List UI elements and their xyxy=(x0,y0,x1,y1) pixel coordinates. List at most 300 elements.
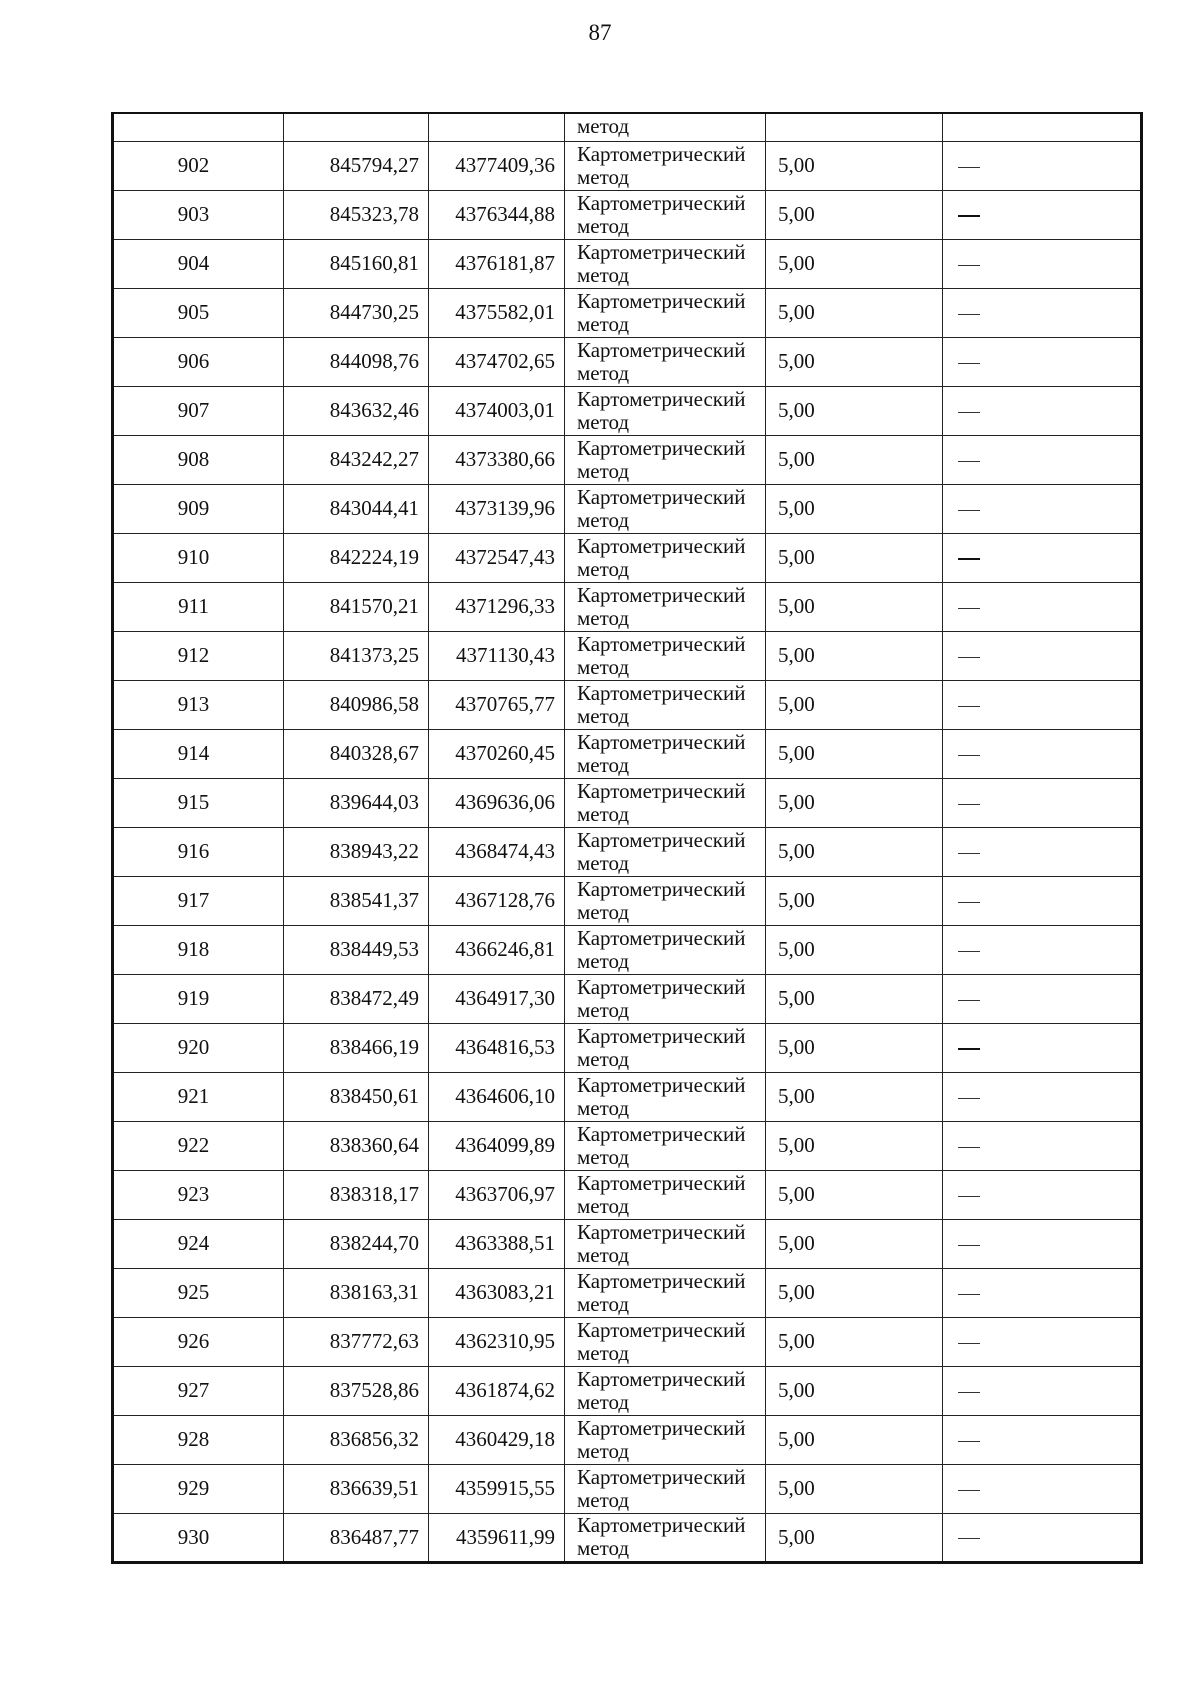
dash-mark xyxy=(958,1098,980,1099)
method-cell xyxy=(565,1513,766,1562)
description-cell xyxy=(943,337,1142,386)
method-line-1: Картометрический xyxy=(577,827,746,852)
coordinate-y: 4364606,10 xyxy=(429,1072,565,1121)
table-row xyxy=(113,1023,1142,1072)
method-line-1: Картометрический xyxy=(577,1072,746,1097)
accuracy: 5,00 xyxy=(766,1268,943,1317)
coordinate-x: 845160,81 xyxy=(284,239,429,288)
coordinate-y: 4361874,62 xyxy=(429,1366,565,1415)
dash-mark xyxy=(958,461,980,462)
table-row xyxy=(113,1170,1142,1219)
dash-mark xyxy=(958,1343,980,1344)
accuracy: 5,00 xyxy=(766,1366,943,1415)
table-row xyxy=(113,1268,1142,1317)
method-line-2: метод xyxy=(577,458,630,483)
method-line-2: метод xyxy=(577,164,630,189)
coordinate-y: 4368474,43 xyxy=(429,827,565,876)
table-row xyxy=(113,1121,1142,1170)
description-cell xyxy=(943,435,1142,484)
table-row xyxy=(113,631,1142,680)
coordinate-y: 4364917,30 xyxy=(429,974,565,1023)
accuracy: 5,00 xyxy=(766,925,943,974)
method-line-1: Картометрический xyxy=(577,1366,746,1391)
method-line-2: метод xyxy=(577,997,630,1022)
coordinate-y: 4373139,96 xyxy=(429,484,565,533)
page-number: 87 xyxy=(588,20,612,45)
method-line-2: метод xyxy=(577,654,630,679)
method-cell xyxy=(565,729,766,778)
method-line-1: Картометрический xyxy=(577,974,746,999)
method-line-1: Картометрический xyxy=(577,484,746,509)
method-line-2: метод xyxy=(577,262,630,287)
accuracy: 5,00 xyxy=(766,680,943,729)
coordinate-y: 4371296,33 xyxy=(429,582,565,631)
coordinate-y: 4363706,97 xyxy=(429,1170,565,1219)
method-cell xyxy=(565,1219,766,1268)
point-number: 919 xyxy=(113,974,284,1023)
accuracy: 5,00 xyxy=(766,1513,943,1562)
accuracy: 5,00 xyxy=(766,1023,943,1072)
accuracy: 5,00 xyxy=(766,239,943,288)
accuracy: 5,00 xyxy=(766,1317,943,1366)
method-line-2: метод xyxy=(577,213,630,238)
table-row xyxy=(113,729,1142,778)
coordinate-x: 840986,58 xyxy=(284,680,429,729)
method-line-1: Картометрический xyxy=(577,1121,746,1146)
method-line-1: Картометрический xyxy=(577,680,746,705)
coordinate-x: 838163,31 xyxy=(284,1268,429,1317)
method-line-1: Картометрический xyxy=(577,631,746,656)
dash-mark xyxy=(958,1048,980,1050)
method-line-1: Картометрический xyxy=(577,1268,746,1293)
dash-mark xyxy=(958,363,980,364)
method-cell xyxy=(565,827,766,876)
description-cell xyxy=(943,1023,1142,1072)
coordinate-x: 844730,25 xyxy=(284,288,429,337)
table-row xyxy=(113,1464,1142,1513)
table-row xyxy=(113,582,1142,631)
dash-mark xyxy=(958,902,980,903)
table-row xyxy=(113,435,1142,484)
method-line-1: Картометрический xyxy=(577,288,746,313)
coordinate-y: 4370765,77 xyxy=(429,680,565,729)
method-line-1: Картометрический xyxy=(577,386,746,411)
accuracy: 5,00 xyxy=(766,533,943,582)
point-number: 920 xyxy=(113,1023,284,1072)
method-cell xyxy=(565,1072,766,1121)
description-cell xyxy=(943,484,1142,533)
table-row xyxy=(113,827,1142,876)
method-line-2: метод xyxy=(577,1340,630,1365)
point-number: 904 xyxy=(113,239,284,288)
dash-mark xyxy=(958,1147,980,1148)
coordinate-y: 4367128,76 xyxy=(429,876,565,925)
method-line-1: Картометрический xyxy=(577,1317,746,1342)
point-number: 912 xyxy=(113,631,284,680)
method-line-1: Картометрический xyxy=(577,729,746,754)
coordinate-y: 4374003,01 xyxy=(429,386,565,435)
table-row xyxy=(113,141,1142,190)
dash-mark xyxy=(958,1441,980,1442)
accuracy: 5,00 xyxy=(766,484,943,533)
accuracy: 5,00 xyxy=(766,876,943,925)
coordinate-y: 4364816,53 xyxy=(429,1023,565,1072)
coordinate-y: 4360429,18 xyxy=(429,1415,565,1464)
method-line-2: метод xyxy=(577,1389,630,1414)
coordinate-x: 836856,32 xyxy=(284,1415,429,1464)
point-number: 915 xyxy=(113,778,284,827)
coordinate-x: 838360,64 xyxy=(284,1121,429,1170)
method-line-2: метод xyxy=(577,605,630,630)
coordinate-y: 4376344,88 xyxy=(429,190,565,239)
table-row xyxy=(113,1513,1142,1562)
method-line-1: Картометрический xyxy=(577,1170,746,1195)
dash-mark xyxy=(958,804,980,805)
coordinate-y: 4364099,89 xyxy=(429,1121,565,1170)
accuracy: 5,00 xyxy=(766,386,943,435)
coordinate-y: 4371130,43 xyxy=(429,631,565,680)
method-cell xyxy=(565,1415,766,1464)
method-line-1: Картометрический xyxy=(577,1415,746,1440)
method-cell xyxy=(565,974,766,1023)
description-cell xyxy=(943,729,1142,778)
method-line-1: Картометрический xyxy=(577,1219,746,1244)
dash-mark xyxy=(958,755,980,756)
coordinates-table xyxy=(111,112,1143,1564)
point-number: 905 xyxy=(113,288,284,337)
point-number: 907 xyxy=(113,386,284,435)
cell-x xyxy=(284,113,429,141)
point-number: 903 xyxy=(113,190,284,239)
method-cell xyxy=(565,1023,766,1072)
description-cell xyxy=(943,1268,1142,1317)
dash-mark xyxy=(958,1490,980,1491)
point-number: 922 xyxy=(113,1121,284,1170)
method-cell xyxy=(565,631,766,680)
coordinate-x: 843242,27 xyxy=(284,435,429,484)
coordinate-x: 842224,19 xyxy=(284,533,429,582)
table-row xyxy=(113,876,1142,925)
dash-mark xyxy=(958,1538,980,1539)
point-number: 916 xyxy=(113,827,284,876)
table-row xyxy=(113,1219,1142,1268)
table-row xyxy=(113,239,1142,288)
description-cell xyxy=(943,190,1142,239)
method-cell xyxy=(565,1464,766,1513)
table-row xyxy=(113,680,1142,729)
point-number: 914 xyxy=(113,729,284,778)
method-continuation-text: метод xyxy=(577,114,630,138)
method-line-2: метод xyxy=(577,1487,630,1512)
cell-number xyxy=(113,113,284,141)
description-cell xyxy=(943,1366,1142,1415)
method-cell xyxy=(565,876,766,925)
method-line-2: метод xyxy=(577,850,630,875)
cell-y xyxy=(429,113,565,141)
coordinate-y: 4363388,51 xyxy=(429,1219,565,1268)
method-line-1: Картометрический xyxy=(577,190,746,215)
description-cell xyxy=(943,925,1142,974)
description-cell xyxy=(943,1317,1142,1366)
coordinate-x: 838244,70 xyxy=(284,1219,429,1268)
dash-mark xyxy=(958,1392,980,1393)
accuracy: 5,00 xyxy=(766,1219,943,1268)
table-row xyxy=(113,1317,1142,1366)
method-line-1: Картометрический xyxy=(577,239,746,264)
method-cell xyxy=(565,386,766,435)
method-cell xyxy=(565,484,766,533)
table-row xyxy=(113,1415,1142,1464)
dash-mark xyxy=(958,167,980,168)
description-cell xyxy=(943,386,1142,435)
accuracy: 5,00 xyxy=(766,1170,943,1219)
point-number: 913 xyxy=(113,680,284,729)
method-cell xyxy=(565,582,766,631)
method-line-2: метод xyxy=(577,703,630,728)
table-row xyxy=(113,1072,1142,1121)
method-line-2: метод xyxy=(577,1144,630,1169)
method-cell xyxy=(565,1317,766,1366)
description-cell xyxy=(943,631,1142,680)
dash-mark xyxy=(958,1294,980,1295)
dash-mark xyxy=(958,558,980,560)
dash-mark xyxy=(958,706,980,707)
coordinates-table-wrapper xyxy=(111,112,1143,1564)
coordinate-x: 839644,03 xyxy=(284,778,429,827)
method-cell xyxy=(565,288,766,337)
method-line-2: метод xyxy=(577,556,630,581)
method-line-2: метод xyxy=(577,1095,630,1120)
method-line-2: метод xyxy=(577,948,630,973)
coordinate-x: 836487,77 xyxy=(284,1513,429,1562)
point-number: 921 xyxy=(113,1072,284,1121)
method-cell xyxy=(565,239,766,288)
coordinate-x: 843044,41 xyxy=(284,484,429,533)
method-cell xyxy=(565,533,766,582)
method-cell xyxy=(565,778,766,827)
method-line-2: метод xyxy=(577,752,630,777)
coordinate-y: 4363083,21 xyxy=(429,1268,565,1317)
description-cell xyxy=(943,1415,1142,1464)
description-cell xyxy=(943,1513,1142,1562)
description-cell xyxy=(943,288,1142,337)
table-row xyxy=(113,337,1142,386)
description-cell xyxy=(943,239,1142,288)
method-cell xyxy=(565,1268,766,1317)
table-row xyxy=(113,386,1142,435)
point-number: 923 xyxy=(113,1170,284,1219)
method-cell xyxy=(565,680,766,729)
coordinate-x: 838466,19 xyxy=(284,1023,429,1072)
method-cell xyxy=(565,1366,766,1415)
table-body xyxy=(113,113,1142,1562)
method-cell xyxy=(565,1121,766,1170)
coordinate-x: 843632,46 xyxy=(284,386,429,435)
accuracy: 5,00 xyxy=(766,1121,943,1170)
table-row xyxy=(113,925,1142,974)
coordinate-y: 4375582,01 xyxy=(429,288,565,337)
continuation-row xyxy=(113,113,1142,141)
method-line-2: метод xyxy=(577,409,630,434)
table-row xyxy=(113,974,1142,1023)
method-line-2: метод xyxy=(577,1046,630,1071)
table-row xyxy=(113,190,1142,239)
method-line-2: метод xyxy=(577,360,630,385)
accuracy: 5,00 xyxy=(766,974,943,1023)
coordinate-x: 844098,76 xyxy=(284,337,429,386)
description-cell xyxy=(943,1219,1142,1268)
coordinate-x: 840328,67 xyxy=(284,729,429,778)
table-row xyxy=(113,288,1142,337)
point-number: 908 xyxy=(113,435,284,484)
description-cell xyxy=(943,778,1142,827)
accuracy: 5,00 xyxy=(766,729,943,778)
description-cell xyxy=(943,533,1142,582)
accuracy: 5,00 xyxy=(766,778,943,827)
method-line-1: Картометрический xyxy=(577,141,746,166)
dash-mark xyxy=(958,853,980,854)
accuracy: 5,00 xyxy=(766,827,943,876)
method-line-1: Картометрический xyxy=(577,582,746,607)
dash-mark xyxy=(958,314,980,315)
method-line-2: метод xyxy=(577,1438,630,1463)
accuracy: 5,00 xyxy=(766,1464,943,1513)
accuracy: 5,00 xyxy=(766,582,943,631)
point-number: 917 xyxy=(113,876,284,925)
point-number: 930 xyxy=(113,1513,284,1562)
description-cell xyxy=(943,1170,1142,1219)
method-line-1: Картометрический xyxy=(577,1464,746,1489)
description-cell xyxy=(943,582,1142,631)
dash-mark xyxy=(958,608,980,609)
method-line-1: Картометрический xyxy=(577,876,746,901)
coordinate-x: 841373,25 xyxy=(284,631,429,680)
dash-mark xyxy=(958,951,980,952)
accuracy: 5,00 xyxy=(766,631,943,680)
method-line-1: Картометрический xyxy=(577,1513,746,1537)
point-number: 909 xyxy=(113,484,284,533)
coordinate-y: 4377409,36 xyxy=(429,141,565,190)
accuracy: 5,00 xyxy=(766,1415,943,1464)
accuracy: 5,00 xyxy=(766,435,943,484)
method-line-2: метод xyxy=(577,507,630,532)
method-cell xyxy=(565,435,766,484)
coordinate-y: 4373380,66 xyxy=(429,435,565,484)
description-cell xyxy=(943,1121,1142,1170)
point-number: 918 xyxy=(113,925,284,974)
point-number: 926 xyxy=(113,1317,284,1366)
dash-mark xyxy=(958,215,980,217)
description-cell xyxy=(943,827,1142,876)
cell-method xyxy=(565,113,766,141)
coordinate-x: 838472,49 xyxy=(284,974,429,1023)
coordinate-y: 4376181,87 xyxy=(429,239,565,288)
method-line-2: метод xyxy=(577,1536,630,1560)
coordinate-x: 838943,22 xyxy=(284,827,429,876)
coordinate-x: 836639,51 xyxy=(284,1464,429,1513)
table-row xyxy=(113,778,1142,827)
coordinate-y: 4374702,65 xyxy=(429,337,565,386)
coordinate-x: 838318,17 xyxy=(284,1170,429,1219)
dash-mark xyxy=(958,265,980,266)
method-line-1: Картометрический xyxy=(577,533,746,558)
coordinate-x: 841570,21 xyxy=(284,582,429,631)
point-number: 910 xyxy=(113,533,284,582)
point-number: 928 xyxy=(113,1415,284,1464)
accuracy: 5,00 xyxy=(766,190,943,239)
dash-mark xyxy=(958,1245,980,1246)
dash-mark xyxy=(958,412,980,413)
accuracy: 5,00 xyxy=(766,288,943,337)
method-line-2: метод xyxy=(577,1291,630,1316)
description-cell xyxy=(943,974,1142,1023)
point-number: 906 xyxy=(113,337,284,386)
coordinate-y: 4359611,99 xyxy=(429,1513,565,1562)
coordinate-y: 4369636,06 xyxy=(429,778,565,827)
coordinate-y: 4359915,55 xyxy=(429,1464,565,1513)
accuracy: 5,00 xyxy=(766,337,943,386)
method-cell xyxy=(565,190,766,239)
accuracy: 5,00 xyxy=(766,1072,943,1121)
method-line-1: Картометрический xyxy=(577,337,746,362)
method-line-1: Картометрический xyxy=(577,778,746,803)
coordinate-x: 838450,61 xyxy=(284,1072,429,1121)
point-number: 925 xyxy=(113,1268,284,1317)
method-cell xyxy=(565,925,766,974)
coordinate-x: 845323,78 xyxy=(284,190,429,239)
point-number: 929 xyxy=(113,1464,284,1513)
coordinate-x: 838449,53 xyxy=(284,925,429,974)
coordinate-x: 837528,86 xyxy=(284,1366,429,1415)
coordinate-x: 845794,27 xyxy=(284,141,429,190)
method-line-2: метод xyxy=(577,311,630,336)
description-cell xyxy=(943,680,1142,729)
method-line-1: Картометрический xyxy=(577,925,746,950)
description-cell xyxy=(943,876,1142,925)
coordinate-y: 4372547,43 xyxy=(429,533,565,582)
point-number: 924 xyxy=(113,1219,284,1268)
description-cell xyxy=(943,1072,1142,1121)
point-number: 911 xyxy=(113,582,284,631)
point-number: 902 xyxy=(113,141,284,190)
method-line-2: метод xyxy=(577,801,630,826)
coordinate-x: 838541,37 xyxy=(284,876,429,925)
dash-mark xyxy=(958,1000,980,1001)
coordinate-y: 4370260,45 xyxy=(429,729,565,778)
table-row xyxy=(113,533,1142,582)
dash-mark xyxy=(958,657,980,658)
dash-mark xyxy=(958,510,980,511)
point-number: 927 xyxy=(113,1366,284,1415)
method-cell xyxy=(565,337,766,386)
method-cell xyxy=(565,141,766,190)
method-line-1: Картометрический xyxy=(577,1023,746,1048)
accuracy: 5,00 xyxy=(766,141,943,190)
method-line-2: метод xyxy=(577,1193,630,1218)
table-row xyxy=(113,1366,1142,1415)
dash-mark xyxy=(958,1196,980,1197)
method-line-2: метод xyxy=(577,899,630,924)
coordinate-y: 4362310,95 xyxy=(429,1317,565,1366)
method-line-2: метод xyxy=(577,1242,630,1267)
method-cell xyxy=(565,1170,766,1219)
coordinate-x: 837772,63 xyxy=(284,1317,429,1366)
coordinate-y: 4366246,81 xyxy=(429,925,565,974)
description-cell xyxy=(943,1464,1142,1513)
cell-accuracy xyxy=(766,113,943,141)
table-row xyxy=(113,484,1142,533)
description-cell xyxy=(943,141,1142,190)
